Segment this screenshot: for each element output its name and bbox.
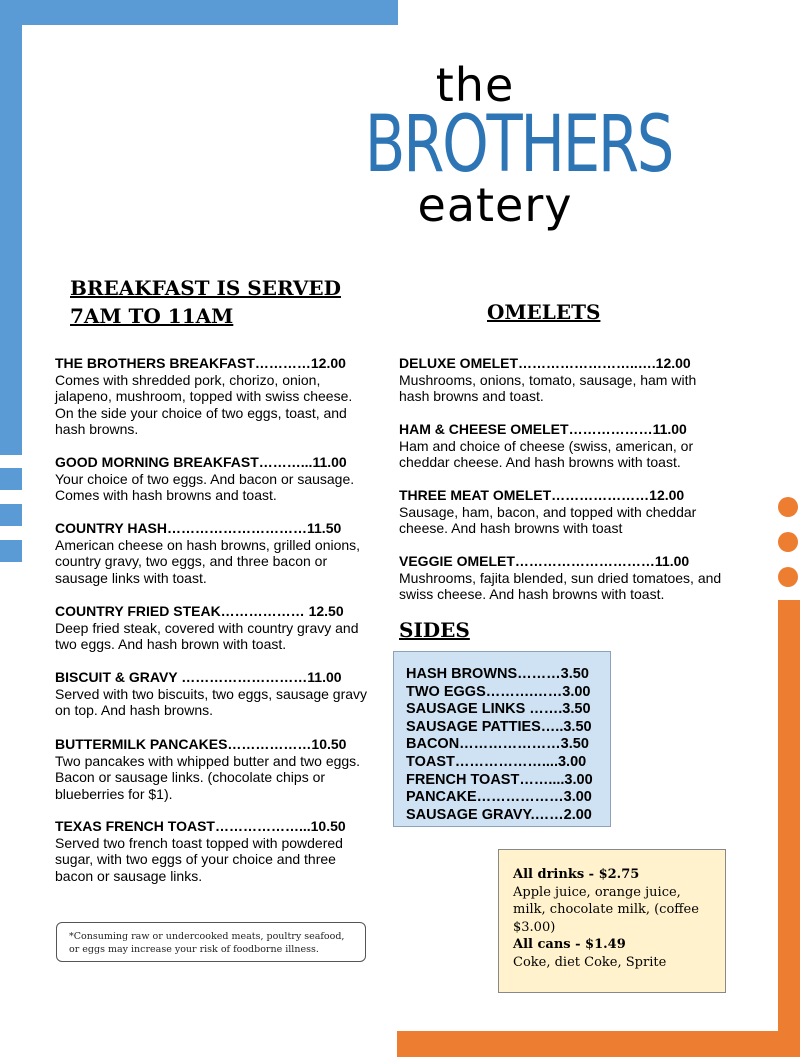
- sides-box: [393, 651, 611, 827]
- menu-item: [399, 421, 729, 471]
- menu-item: [55, 454, 370, 504]
- orange-dot: [778, 497, 798, 517]
- breakfast-heading: [70, 274, 341, 330]
- menu-item-description: Mushrooms, onions, tomato, sausage, ham with hash browns and toast.: [399, 371, 697, 405]
- logo-eatery: eatery: [417, 178, 573, 232]
- menu-item-name: THREE MEAT OMELET…………………12.00: [399, 487, 685, 503]
- food-safety-disclaimer: *Consuming raw or undercooked meats, poultry seafood, or eggs may increase your risk of foodborne illness.: [56, 922, 366, 962]
- side-item: TOAST………………....3.00: [406, 753, 587, 770]
- orange-dot: [778, 532, 798, 552]
- cans-list: Coke, diet Coke, Sprite: [513, 954, 667, 970]
- menu-item-name: THE BROTHERS BREAKFAST…………12.00: [55, 355, 346, 371]
- drinks-box: [498, 849, 726, 993]
- menu-item: [55, 355, 370, 438]
- menu-item-description: Two pancakes with whipped butter and two eggs. Bacon or sausage links. (chocolate chips or blueberries for $1).: [55, 752, 361, 802]
- menu-item-description: American cheese on hash browns, grilled onions, country gravy, two eggs, and three bacon or sausage links with toast.: [55, 536, 361, 586]
- side-item: BACON…………………3.50: [406, 736, 589, 753]
- menu-item: [399, 553, 729, 603]
- menu-item: [55, 818, 370, 884]
- side-item: SAUSAGE GRAVY.……2.00: [406, 806, 592, 823]
- side-item: TWO EGGS……….……3.00: [406, 683, 591, 700]
- logo-brothers: BROTHERS: [364, 100, 673, 190]
- menu-item-name: DELUXE OMELET……………………..….12.00: [399, 355, 691, 371]
- menu-item-description: Your choice of two eggs. And bacon or sausage. Comes with hash browns and toast.: [55, 470, 355, 504]
- menu-item-description: Comes with shredded pork, chorizo, onion, jalapeno, mushroom, topped with swiss cheese. On the side your choice of two eggs, toast, and hash browns.: [55, 371, 353, 438]
- menu-item: [55, 603, 370, 653]
- blue-top-bar: [0, 0, 398, 25]
- menu-item-name: VEGGIE OMELET…………………………11.00: [399, 553, 690, 569]
- menu-item-name: COUNTRY HASH…………………………11.50: [55, 520, 342, 536]
- menu-item: [399, 355, 729, 405]
- menu-item-description: Ham and choice of cheese (swiss, american, or cheddar cheese. And hash browns with toast.: [399, 437, 694, 471]
- menu-item-name: HAM & CHEESE OMELET………………11.00: [399, 421, 687, 437]
- menu-item: [55, 669, 370, 719]
- sides-heading: SIDES: [399, 618, 470, 642]
- menu-item-name: COUNTRY FRIED STEAK……………… 12.50: [55, 603, 344, 619]
- orange-dot: [778, 567, 798, 587]
- omelets-heading: OMELETS: [487, 300, 601, 324]
- menu-item: [55, 520, 370, 586]
- menu-item: [399, 487, 729, 537]
- menu-item-name: GOOD MORNING BREAKFAST………...11.00: [55, 454, 347, 470]
- drinks-list: Apple juice, orange juice, milk, chocolate milk, (coffee $3.00): [513, 884, 699, 935]
- breakfast-heading-line1: BREAKFAST IS SERVED: [70, 276, 341, 300]
- menu-item-name: TEXAS FRENCH TOAST………………...10.50: [55, 818, 346, 834]
- menu-item-description: Sausage, ham, bacon, and topped with cheddar cheese. And hash browns with toast: [399, 503, 697, 537]
- side-item: HASH BROWNS………3.50: [406, 666, 589, 682]
- side-item: FRENCH TOAST……....3.00: [406, 771, 593, 788]
- blue-tab: [0, 504, 22, 526]
- drinks-price-line: All drinks - $2.75: [513, 867, 640, 882]
- breakfast-heading-line2: 7AM TO 11AM: [70, 304, 234, 328]
- side-item: SAUSAGE LINKS …….3.50: [406, 701, 591, 718]
- blue-tab: [0, 540, 22, 562]
- side-item: SAUSAGE PATTIES…..3.50: [406, 718, 592, 735]
- menu-item-description: Served two french toast topped with powdered sugar, with two eggs of your choice and three bacon or sausage links.: [55, 834, 343, 884]
- menu-item-description: Deep fried steak, covered with country gravy and two eggs. And hash brown with toast.: [55, 619, 359, 653]
- side-item: PANCAKE………………3.00: [406, 789, 592, 806]
- brand-logo: [330, 58, 673, 232]
- blue-tab: [0, 468, 22, 490]
- blue-left-bar: [0, 25, 22, 455]
- menu-item-name: BISCUIT & GRAVY ………………………11.00: [55, 669, 342, 685]
- menu-item-description: Mushrooms, fajita blended, sun dried tomatoes, and swiss cheese. And hash browns with toast.: [399, 569, 722, 603]
- menu-item-name: BUTTERMILK PANCAKES………………10.50: [55, 736, 347, 752]
- menu-item: [55, 736, 370, 802]
- cans-price-line: All cans - $1.49: [513, 937, 626, 953]
- logo-the: the: [435, 58, 515, 112]
- orange-bottom-bar: [397, 1031, 800, 1057]
- orange-right-bar: [778, 600, 800, 1057]
- menu-item-description: Served with two biscuits, two eggs, sausage gravy on top. And hash browns.: [55, 685, 368, 719]
